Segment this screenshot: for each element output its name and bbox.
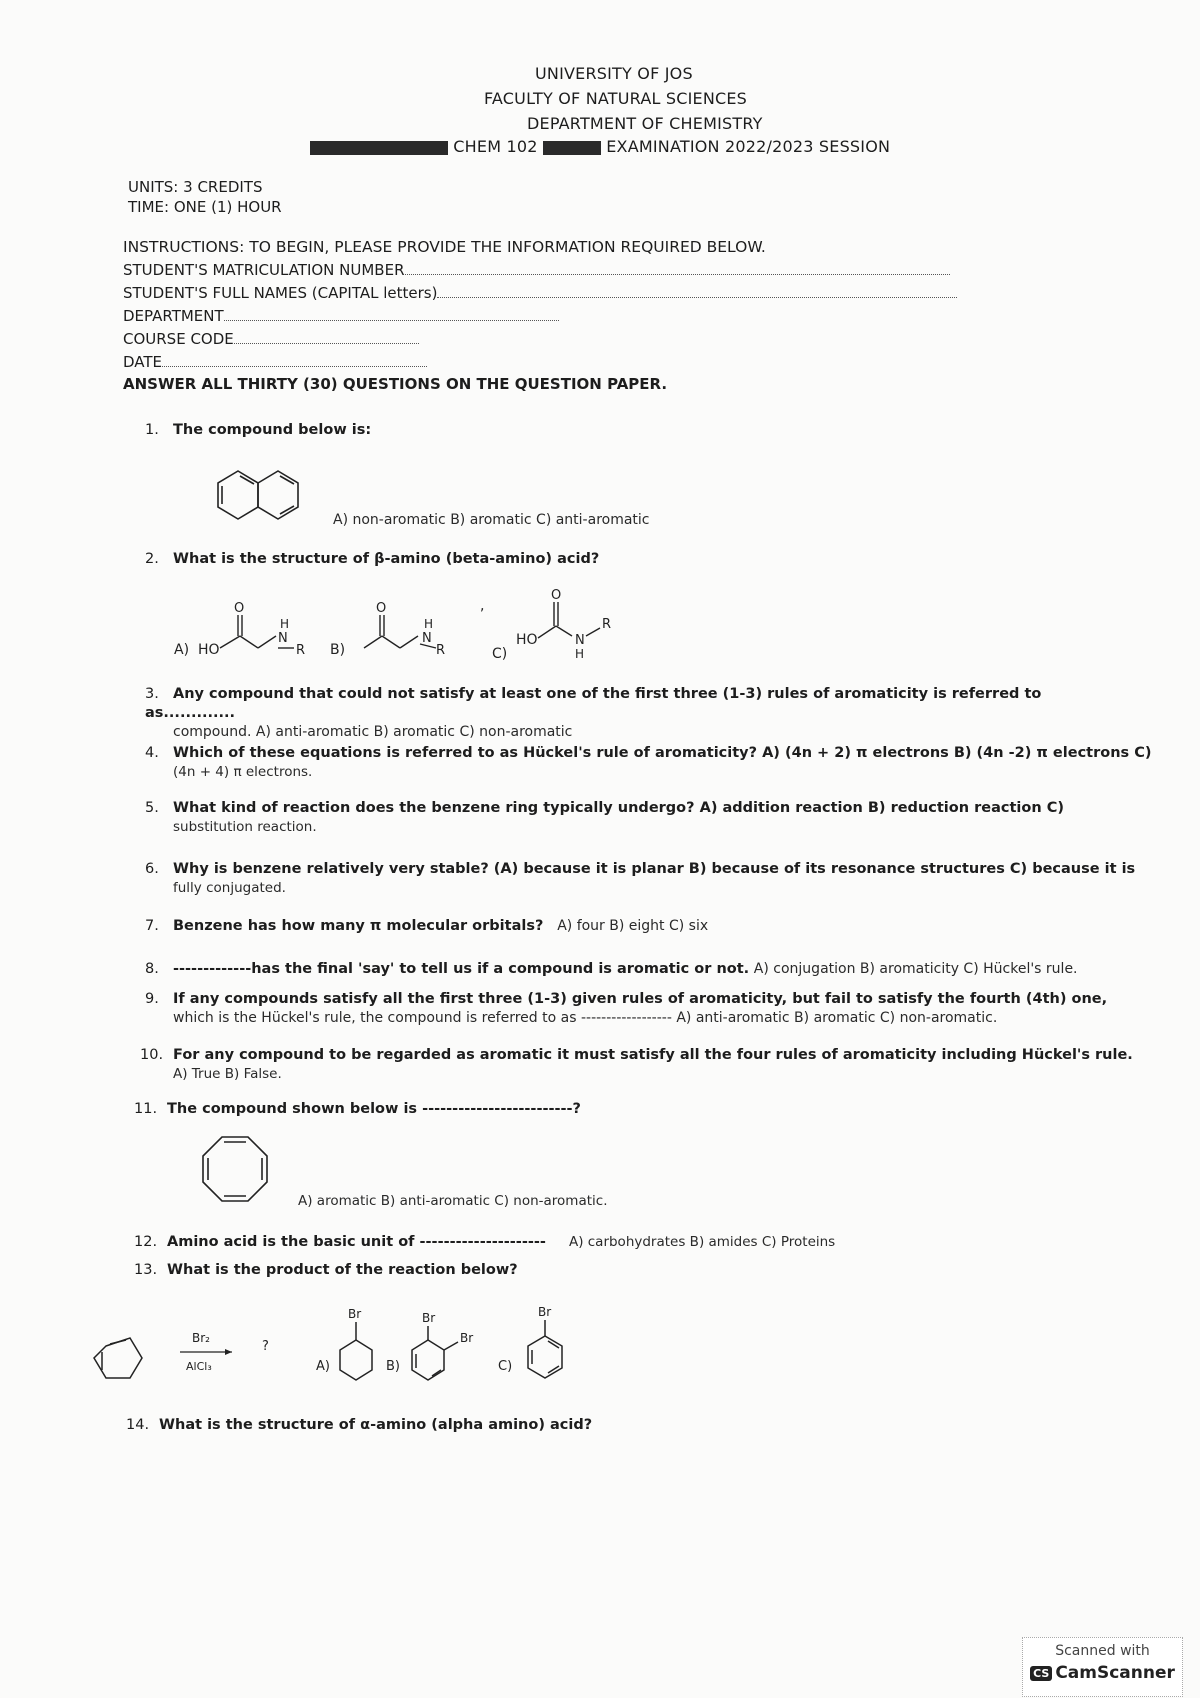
question-number: 11. (134, 1101, 158, 1117)
full-names-label: STUDENT'S FULL NAMES (CAPITAL letters) (123, 284, 438, 302)
department-name: DEPARTMENT OF CHEMISTRY (527, 114, 763, 133)
question-9 (145, 990, 1155, 1028)
option-c-label: C) (492, 646, 508, 660)
bromine-label: Br (348, 1307, 362, 1321)
option-a-label: A) (174, 642, 190, 658)
question-1 (145, 421, 1045, 440)
question-text: -------------has the final 'say' to tell us if a compound is aromatic or not. (173, 961, 750, 977)
question-text: The compound below is: (173, 422, 372, 438)
question-12 (134, 1233, 1034, 1252)
r-group-label: R (602, 617, 612, 632)
question-8 (145, 960, 1155, 979)
r-group-label: R (296, 643, 306, 658)
date-field[interactable] (123, 353, 427, 371)
bromine-label: Br (538, 1305, 552, 1319)
cyclooctatetraene-structure (198, 1133, 272, 1207)
question-7 (145, 917, 1045, 936)
question-number: 9. (145, 991, 159, 1007)
amine-hydrogen-label: H (280, 617, 290, 631)
question-options: (4n + 4) π electrons. (173, 764, 313, 780)
course-code-label: COURSE CODE (123, 330, 234, 348)
hydroxyl-label: HO (198, 642, 220, 658)
bromine-label: Br (460, 1331, 474, 1345)
question-options: A) four B) eight C) six (557, 918, 709, 934)
course-code-field[interactable] (123, 330, 419, 348)
question-number: 4. (145, 745, 159, 761)
question-number: 2. (145, 551, 159, 567)
department-field[interactable] (123, 307, 559, 325)
faculty-name: FACULTY OF NATURAL SCIENCES (484, 89, 748, 108)
question-text: Benzene has how many π molecular orbitals? (173, 918, 544, 934)
time-label: TIME: ONE (1) HOUR (128, 198, 282, 216)
question-text: For any compound to be regarded as aromatic it must satisfy all the four rules of aromaticity including Hückel's rule. (173, 1047, 1133, 1063)
option-c-label: C) (498, 1359, 513, 1374)
question-3 (145, 685, 1045, 742)
question-text: What is the structure of α-amino (alpha amino) acid? (159, 1417, 593, 1433)
question-mark: ? (262, 1339, 269, 1354)
matric-number-line[interactable] (405, 262, 950, 275)
camscanner-watermark (1022, 1637, 1183, 1697)
question-options: substitution reaction. (173, 819, 317, 835)
course-exam-suffix: EXAMINATION 2022/2023 SESSION (606, 137, 891, 156)
carbonyl-oxygen-label: O (551, 588, 562, 603)
question-text: Why is benzene relatively very stable? (A) because it is planar B) because of its resonance structures C) because it is (173, 861, 1136, 877)
matric-number-label: STUDENT'S MATRICULATION NUMBER (123, 261, 405, 279)
scanned-with-label: Scanned with (1055, 1643, 1150, 1659)
bromine-label: Br (422, 1311, 436, 1325)
question-text: Amino acid is the basic unit of --------------------- (167, 1234, 546, 1250)
question-14 (126, 1416, 1026, 1435)
question-4 (145, 744, 1155, 782)
question-text: What kind of reaction does the benzene ring typically undergo? A) addition reaction B) reduction reaction C) (173, 800, 1064, 816)
answer-all-instruction: ANSWER ALL THIRTY (30) QUESTIONS ON THE QUESTION PAPER. (123, 375, 668, 393)
course-code-line[interactable] (234, 331, 419, 344)
question-options: fully conjugated. (173, 880, 286, 896)
units-label: UNITS: 3 CREDITS (128, 178, 263, 196)
exam-title (310, 137, 890, 156)
question-number: 13. (134, 1262, 158, 1278)
question-text: Any compound that could not satisfy at least one of the first three (1-3) rules of aromaticity is referred to as............. (145, 686, 1042, 721)
question-11 (134, 1100, 1034, 1119)
question-options: compound. A) anti-aromatic B) aromatic C) non-aromatic (173, 724, 573, 740)
question-number: 12. (134, 1234, 158, 1250)
full-names-field[interactable] (123, 284, 957, 302)
redaction-mark (310, 141, 448, 155)
question-text: If any compounds satisfy all the first three (1-3) given rules of aromaticity, but fail to satisfy the fourth (4th) one, (173, 991, 1108, 1007)
question-number: 6. (145, 861, 159, 877)
question-5 (145, 799, 1145, 837)
course-exam-prefix: CHEM 102 (453, 137, 538, 156)
question-number: 5. (145, 800, 159, 816)
date-label: DATE (123, 353, 163, 371)
camscanner-logo-icon: CS (1030, 1666, 1052, 1681)
camscanner-brand (1023, 1663, 1182, 1683)
question-options: which is the Hückel's rule, the compound is referred to as ------------------ A) anti-aromatic B) aromatic C) non-aromatic. (173, 1010, 998, 1026)
hydroxyl-label: HO (516, 632, 538, 648)
reagent-bottom-label: AlCl₃ (186, 1360, 212, 1373)
full-names-line[interactable] (437, 285, 957, 298)
question-number: 14. (126, 1417, 150, 1433)
date-line[interactable] (162, 354, 427, 367)
naphthalene-structure (208, 463, 304, 529)
question-options: A) conjugation B) aromaticity C) Hückel's rule. (753, 961, 1078, 977)
question-text: Which of these equations is referred to as Hückel's rule of aromaticity? A) (4n + 2) π electrons B) (4n -2) π electrons C) (173, 745, 1152, 761)
amine-hydrogen-label: H (424, 617, 434, 631)
question-options: A) carbohydrates B) amides C) Proteins (568, 1234, 836, 1250)
question-10 (140, 1046, 1150, 1084)
camscanner-name: CamScanner (1055, 1663, 1175, 1683)
question-1-options: A) non-aromatic B) aromatic C) anti-aromatic (333, 512, 650, 528)
question-number: 10. (140, 1047, 164, 1063)
separator-mark: , (480, 598, 485, 614)
option-b-label: B) (386, 1359, 400, 1374)
reagent-top-label: Br₂ (192, 1331, 210, 1345)
question-number: 7. (145, 918, 159, 934)
question-13 (134, 1261, 1034, 1280)
question-number: 8. (145, 961, 159, 977)
question-text: The compound shown below is -------------------------? (167, 1101, 581, 1117)
question-2 (145, 550, 1045, 569)
r-group-label: R (436, 643, 446, 658)
question-number: 3. (145, 686, 159, 702)
question-text: What is the structure of β-amino (beta-amino) acid? (173, 551, 600, 567)
question-6 (145, 860, 1155, 898)
question-text: What is the product of the reaction below? (167, 1262, 518, 1278)
redaction-mark (543, 141, 601, 155)
carbonyl-oxygen-label: O (376, 601, 387, 616)
university-name: UNIVERSITY OF JOS (535, 64, 693, 83)
matric-number-field[interactable] (123, 261, 950, 279)
question-number: 1. (145, 422, 159, 438)
department-line[interactable] (224, 308, 559, 321)
question-2-structures (170, 580, 630, 660)
question-11-options: A) aromatic B) anti-aromatic C) non-aromatic. (298, 1193, 608, 1209)
carbonyl-oxygen-label: O (234, 601, 245, 616)
amine-hydrogen-label: H (575, 647, 585, 660)
amine-nitrogen-label: N (278, 631, 288, 646)
question-options: A) True B) False. (173, 1066, 282, 1082)
option-a-label: A) (316, 1359, 330, 1374)
amine-nitrogen-label: N (422, 631, 432, 646)
instructions: INSTRUCTIONS: TO BEGIN, PLEASE PROVIDE THE INFORMATION REQUIRED BELOW. (123, 238, 766, 256)
question-13-reaction (80, 1300, 620, 1410)
department-label: DEPARTMENT (123, 307, 224, 325)
option-b-label: B) (330, 642, 346, 658)
amine-nitrogen-label: N (575, 633, 585, 648)
